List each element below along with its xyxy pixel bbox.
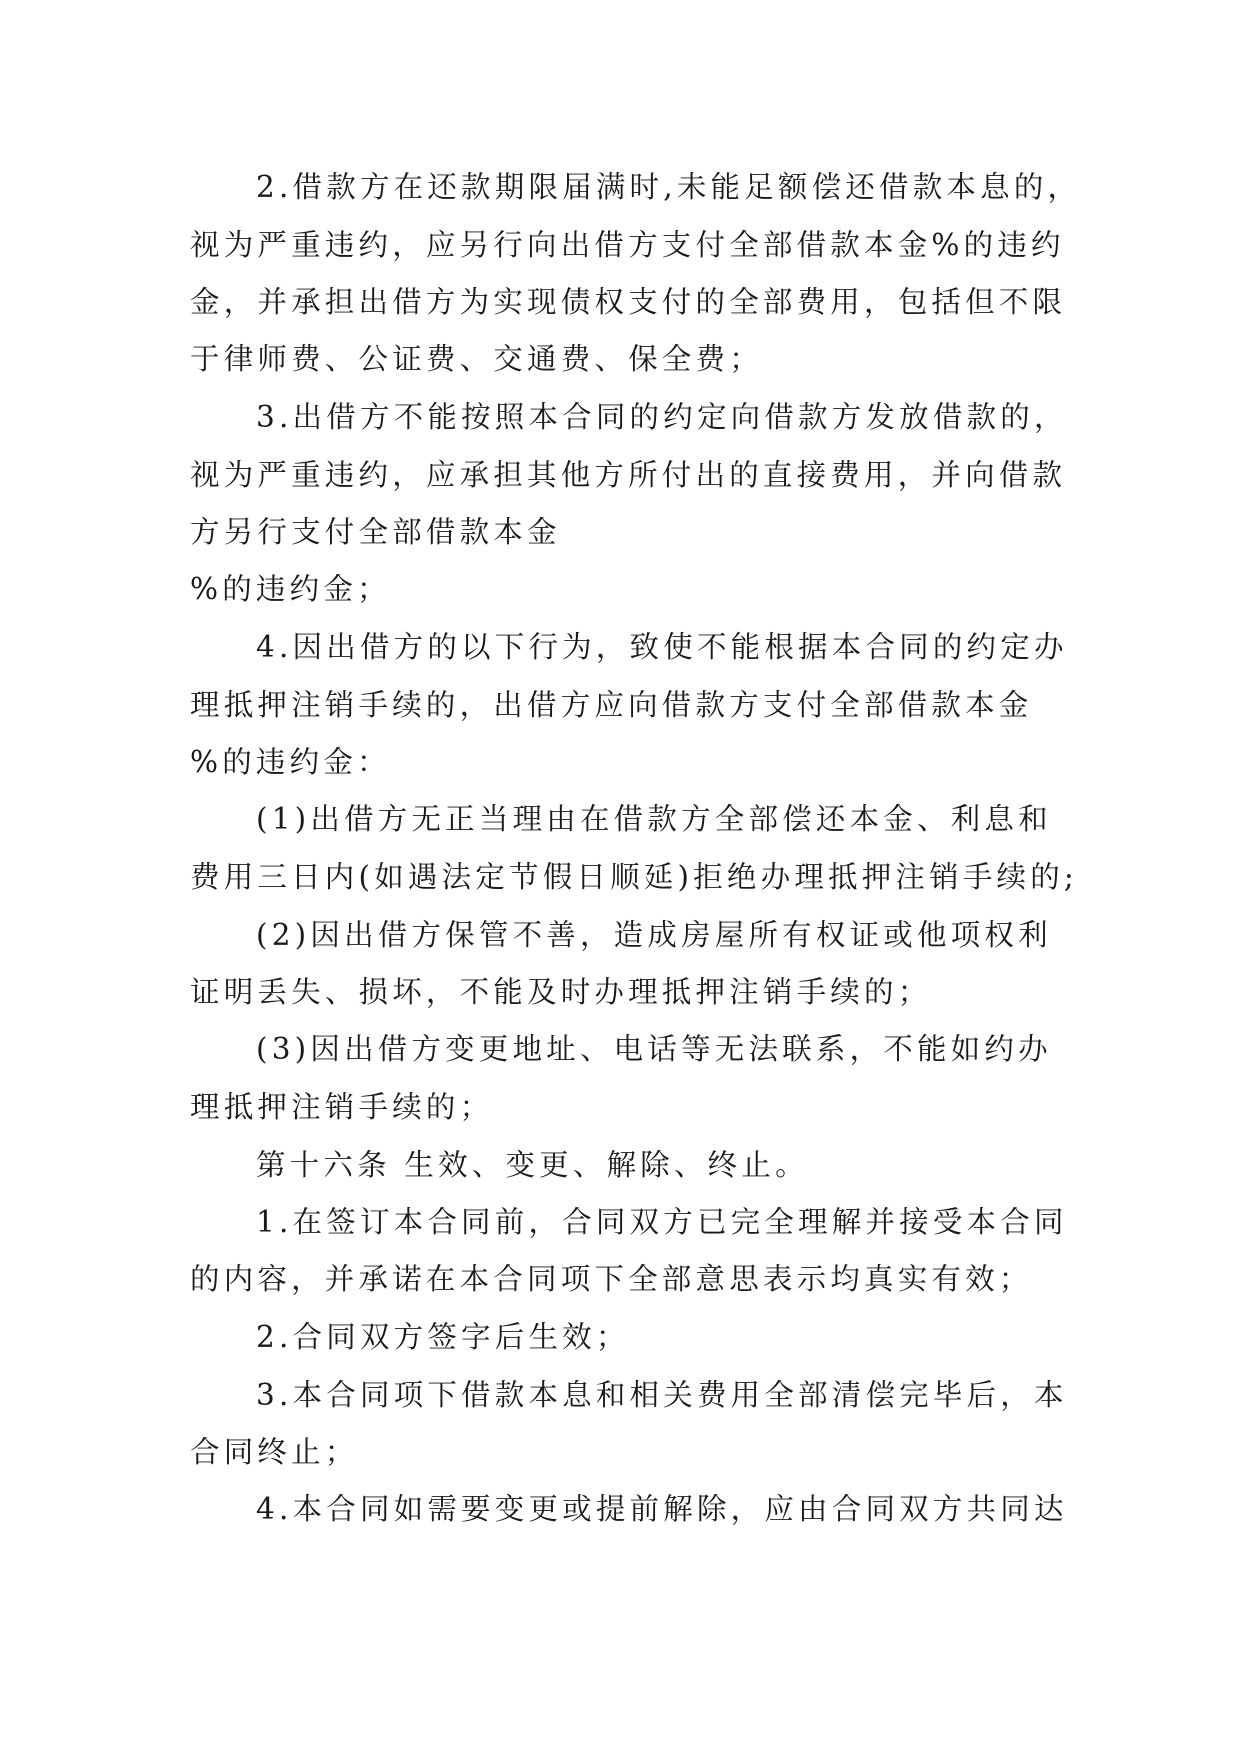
- text-line: 理抵押注销手续的；: [190, 1090, 494, 1124]
- text-line: 3.出借方不能按照本合同的约定向借款方发放借款的，: [256, 400, 1068, 434]
- text-line: 1.在签订本合同前，合同双方已完全理解并接受本合同: [256, 1205, 1068, 1239]
- text-line: 2.借款方在还款期限届满时,未能足额偿还借款本息的，: [256, 170, 1082, 204]
- text-line: 视为严重违约，应承担其他方所付出的直接费用，并向借款: [190, 458, 1067, 492]
- text-line: 理抵押注销手续的，出借方应向借款方支付全部借款本金: [190, 688, 1033, 722]
- text-line: 证明丢失、损坏，不能及时办理抵押注销手续的；: [190, 975, 932, 1009]
- text-line: 金，并承担出借方为实现债权支付的全部费用，包括但不限: [190, 285, 1067, 319]
- text-line: 费用三日内(如遇法定节假日顺延)拒绝办理抵押注销手续的;: [190, 860, 1079, 894]
- text-line: 4.因出借方的以下行为，致使不能根据本合同的约定办: [256, 630, 1068, 664]
- text-line: 4.本合同如需要变更或提前解除，应由合同双方共同达: [256, 1492, 1068, 1526]
- text-line: (2)因出借方保管不善，造成房屋所有权证或他项权利: [256, 918, 1052, 952]
- text-line: 2.合同双方签字后生效；: [256, 1320, 630, 1354]
- text-line: (1)出借方无正当理由在借款方全部偿还本金、利息和: [256, 802, 1052, 836]
- text-line: 方另行支付全部借款本金: [190, 515, 561, 549]
- text-line: 视为严重违约，应另行向出借方支付全部借款本金%的违约: [190, 228, 1065, 262]
- text-line: (3)因出借方变更地址、电话等无法联系，不能如约办: [256, 1032, 1052, 1066]
- text-line: 3.本合同项下借款本息和相关费用全部清偿完毕后，本: [256, 1378, 1068, 1412]
- text-line: %的违约金：: [190, 745, 391, 779]
- section-heading: 第十六条 生效、变更、解除、终止。: [256, 1148, 809, 1182]
- text-line: 合同终止；: [190, 1435, 359, 1469]
- text-line: %的违约金；: [190, 572, 391, 606]
- text-line: 于律师费、公证费、交通费、保全费；: [190, 342, 763, 376]
- text-line: 的内容，并承诺在本合同项下全部意思表示均真实有效；: [190, 1262, 1033, 1296]
